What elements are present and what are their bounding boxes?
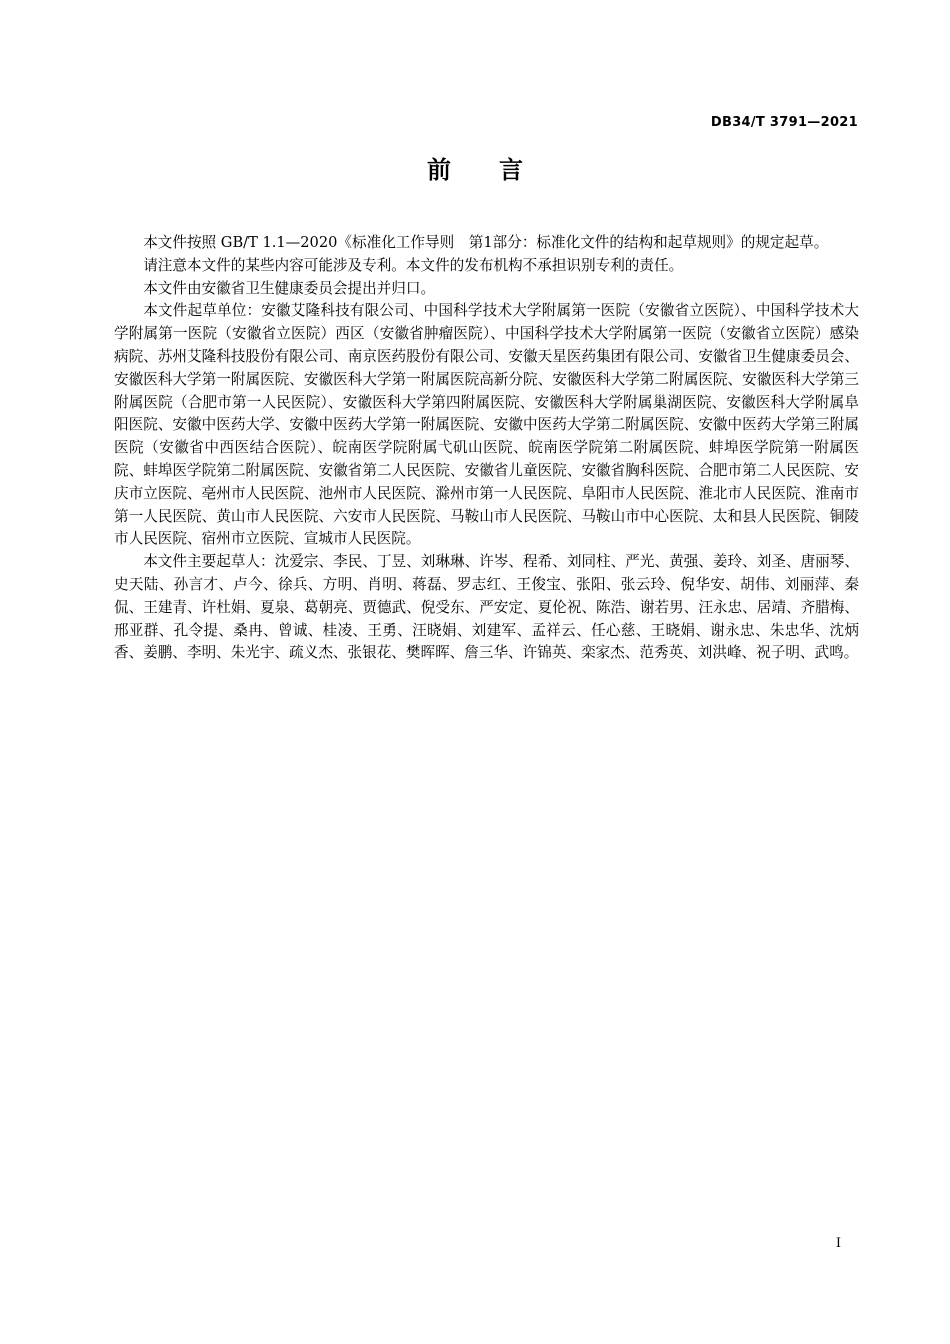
document-code: DB34/T 3791—2021 <box>710 115 858 130</box>
paragraph-drafting-units: 本文件起草单位：安徽艾隆科技有限公司、中国科学技术大学附属第一医院（安徽省立医院）、中国科学技术大学附属第一医院（安徽省立医院）西区（安徽省肿瘤医院）、中国科学技术大学附属第一医院（安徽省立医院）感染病院、苏州艾隆科技股份有限公司、南京医药股份有限公司、安徽天星医药集团有限公司、安徽省卫生健康委员会、安徽医科大学第一附属医院、安徽医科大学第一附属医院高新分院、安徽医科大学第二附属医院、安徽医科大学第三附属医院（合肥市第一人民医院）、安徽医科大学第四附属医院、安徽医科大学附属巢湖医院、安徽医科大学附属阜阳医院、安徽中医药大学、安徽中医药大学第一附属医院、安徽中医药大学第二附属医院、安徽中医药大学第三附属医院（安徽省中西医结合医院）、皖南医学院附属弋矶山医院、皖南医学院第二附属医院、蚌埠医学院第一附属医院、蚌埠医学院第二附属医院、安徽省第二人民医院、安徽省儿童医院、安徽省胸科医院、合肥市第二人民医院、安庆市立医院、亳州市人民医院、池州市人民医院、滁州市第一人民医院、阜阳市人民医院、淮北市人民医院、淮南市第一人民医院、黄山市人民医院、六安市人民医院、马鞍山市人民医院、马鞍山市中心医院、太和县人民医院、铜陵市人民医院、宿州市立医院、宣城市人民医院。 <box>114 302 859 548</box>
page-title: 前言 <box>427 156 571 184</box>
paragraph-patent-notice: 请注意本文件的某些内容可能涉及专利。本文件的发布机构不承担识别专利的责任。 <box>143 256 684 274</box>
paragraph-drafters: 本文件主要起草人：沈爱宗、李民、丁昱、刘琳琳、许岑、程希、刘同柱、严光、黄强、姜玲、刘圣、唐丽琴、史天陆、孙言才、卢今、徐兵、方明、肖明、蒋磊、罗志红、王俊宝、张阳、张云玲、倪华安、胡伟、刘丽萍、秦侃、王建青、许杜娟、夏泉、葛朝亮、贾德武、倪受东、严安定、夏伦祝、陈浩、谢若男、汪永忠、居靖、齐腊梅、邢亚群、孔令提、桑冉、曾诚、桂凌、王勇、汪晓娟、刘建军、孟祥云、任心慈、王晓娟、谢永忠、朱忠华、沈炳香、姜鹏、李明、朱光宇、疏义杰、张银花、樊晖晖、詹三华、许锦英、栾家杰、范秀英、刘洪峰、祝子明、武鸣。 <box>114 553 859 662</box>
paragraph-proposer: 本文件由安徽省卫生健康委员会提出并归口。 <box>143 279 436 297</box>
foreword-body <box>114 232 859 665</box>
page-number: I <box>835 1236 841 1251</box>
paragraph-drafting-standard: 本文件按照 GB/T 1.1—2020《标准化工作导则 第1部分：标准化文件的结构和起草规则》的规定起草。 <box>143 234 829 251</box>
